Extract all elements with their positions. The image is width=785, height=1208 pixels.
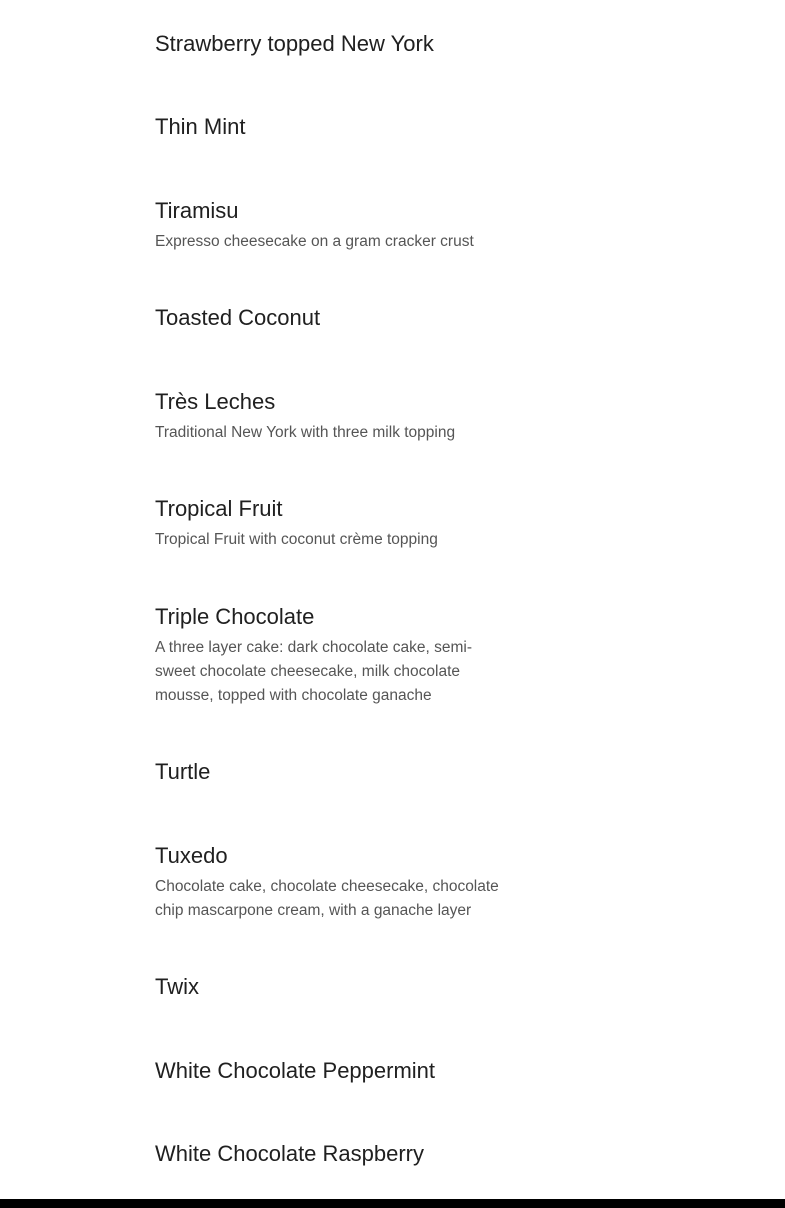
- menu-item-title: Strawberry topped New York: [155, 31, 434, 56]
- menu-item-title: Tuxedo: [155, 843, 228, 868]
- menu-item-turtle: [155, 758, 500, 786]
- bottom-edge-bar: [0, 1199, 785, 1208]
- menu-item-description: Chocolate cake, chocolate cheesecake, chocolate chip mascarpone cream, with a ganache layer: [155, 878, 499, 919]
- menu-item-title: Triple Chocolate: [155, 604, 315, 629]
- menu-item-tropical-fruit: [155, 495, 500, 552]
- menu-item-tuxedo: [155, 842, 500, 923]
- menu-item-tres-leches: [155, 388, 500, 445]
- menu-item-title: Thin Mint: [155, 114, 246, 139]
- menu-item-title: Toasted Coconut: [155, 305, 321, 330]
- menu-item-description: A three layer cake: dark chocolate cake, semi-sweet chocolate cheesecake, milk chocolate mousse, topped with chocolate ganache: [155, 639, 473, 704]
- menu-item-strawberry-topped-new-york: [155, 30, 500, 58]
- menu-item-white-chocolate-peppermint: [155, 1057, 500, 1085]
- menu-item-description: Expresso cheesecake on a gram cracker crust: [155, 233, 474, 250]
- menu-item-twix: [155, 973, 500, 1001]
- menu-item-title: Twix: [155, 974, 199, 999]
- menu-item-title: Tropical Fruit: [155, 496, 283, 521]
- menu-item-title: Très Leches: [155, 389, 276, 414]
- menu-item-white-chocolate-raspberry: [155, 1140, 500, 1168]
- menu-item-title: White Chocolate Peppermint: [155, 1058, 436, 1083]
- menu-item-title: Tiramisu: [155, 198, 239, 223]
- menu-item-triple-chocolate: [155, 603, 500, 708]
- menu-item-tiramisu: [155, 197, 500, 254]
- menu-item-description: Tropical Fruit with coconut crème topping: [155, 531, 438, 548]
- menu-item-toasted-coconut: [155, 304, 500, 332]
- menu-item-title: White Chocolate Raspberry: [155, 1141, 425, 1166]
- menu-item-thin-mint: [155, 113, 500, 141]
- menu-item-description: Traditional New York with three milk topping: [155, 424, 456, 441]
- menu-item-title: Turtle: [155, 759, 211, 784]
